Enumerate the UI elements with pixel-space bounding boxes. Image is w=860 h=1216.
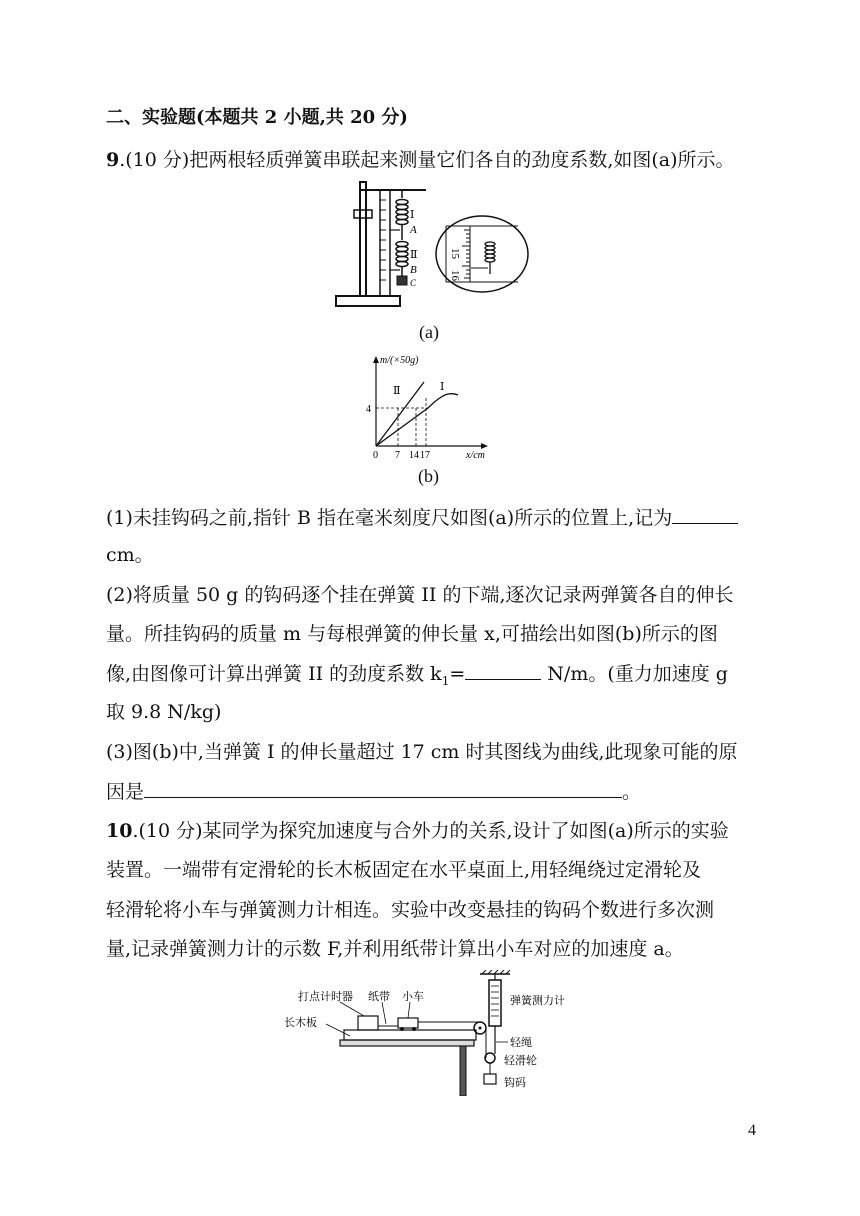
section-title: 二、实验题(本题共 2 小题,共 20 分) bbox=[106, 107, 408, 128]
fig-b-y-tick-4: 4 bbox=[366, 404, 371, 415]
label-rope: 轻绳 bbox=[510, 1037, 532, 1049]
figure-a-caption: (a) bbox=[419, 322, 439, 342]
fig-a-label-B: B bbox=[410, 264, 417, 276]
fig-b-line-label-II: Ⅱ bbox=[393, 385, 401, 397]
answer-blank-1[interactable] bbox=[672, 503, 738, 524]
fig-b-x-tick-7: 7 bbox=[395, 450, 400, 461]
fig-a-scale-16: 16 bbox=[449, 270, 461, 281]
figure-b-caption: (b) bbox=[418, 466, 439, 486]
fig-a-label-A: A bbox=[410, 224, 417, 236]
q9-part2-line1: (2)将质量 50 g 的钩码逐个挂在弹簧 II 的下端,逐次记录两弹簧各自的伸长 bbox=[106, 584, 734, 606]
figure-b-graph bbox=[362, 350, 502, 462]
fig-b-x-label: x/cm bbox=[466, 450, 485, 461]
answer-blank-3[interactable] bbox=[144, 777, 622, 798]
line-I bbox=[376, 394, 458, 446]
figure-q10-apparatus bbox=[280, 970, 580, 1096]
q10-line3: 轻滑轮将小车与弹簧测力计相连。实验中改变悬挂的钩码个数进行多次测 bbox=[106, 899, 715, 921]
page-number: 4 bbox=[748, 1122, 756, 1139]
q9-part1-line2: cm。 bbox=[106, 544, 154, 566]
figure-a-apparatus bbox=[330, 178, 530, 314]
q9-part3-line2: 因是 。 bbox=[106, 777, 641, 806]
q9-part3-line1: (3)图(b)中,当弹簧 I 的伸长量超过 17 cm 时其图线为曲线,此现象可能的原 bbox=[106, 741, 738, 763]
q9-intro-text: .(10 分)把两根轻质弹簧串联起来测量它们各自的劲度系数,如图(a)所示。 bbox=[119, 149, 735, 171]
label-board: 长木板 bbox=[284, 1017, 317, 1029]
label-tape: 纸带 bbox=[368, 991, 390, 1003]
fig-a-label-II: Ⅱ bbox=[410, 249, 418, 261]
q10-number: 10 bbox=[106, 820, 133, 842]
q9-part2-line2: 量。所挂钩码的质量 m 与每根弹簧的伸长量 x,可描绘出如图(b)所示的图 bbox=[106, 623, 718, 645]
q9-intro bbox=[106, 146, 735, 174]
fig-b-line-label-I: Ⅰ bbox=[440, 381, 445, 393]
q10-line2: 装置。一端带有定滑轮的长木板固定在水平桌面上,用轻绳绕过定滑轮及 bbox=[106, 859, 702, 881]
q9-part2-line4: 取 9.8 N/kg) bbox=[106, 701, 222, 723]
q9-number: 9 bbox=[106, 149, 120, 171]
fig-b-x-tick-14: 14 bbox=[409, 450, 419, 461]
q9-part1-line1: (1)未挂钩码之前,指针 B 指在毫米刻度尺如图(a)所示的位置上,记为 bbox=[106, 503, 738, 532]
label-weights: 钩码 bbox=[504, 1077, 526, 1089]
fig-b-y-label: m/(×50g) bbox=[380, 355, 419, 366]
label-spring-scale: 弹簧测力计 bbox=[510, 995, 565, 1007]
fig-a-label-I: Ⅰ bbox=[410, 209, 415, 221]
answer-blank-2[interactable] bbox=[465, 659, 541, 680]
q10-line4: 量,记录弹簧测力计的示数 F,并利用纸带计算出小车对应的加速度 a。 bbox=[106, 938, 684, 960]
fig-b-x-tick-0: 0 bbox=[373, 450, 378, 461]
label-light-pulley: 轻滑轮 bbox=[504, 1055, 537, 1067]
label-cart: 小车 bbox=[402, 991, 424, 1003]
q10-line1: 10.(10 分)某同学为探究加速度与合外力的关系,设计了如图(a)所示的实验 bbox=[106, 820, 729, 842]
q9-part2-line3: 像,由图像可计算出弹簧 II 的劲度系数 $k_1= N/m$。(重力加速度 g bbox=[106, 659, 728, 695]
fig-a-label-C: C bbox=[410, 278, 417, 288]
label-timer: 打点计时器 bbox=[298, 991, 353, 1003]
fig-b-x-tick-17: 17 bbox=[420, 450, 430, 461]
fig-a-scale-15: 15 bbox=[449, 248, 461, 259]
